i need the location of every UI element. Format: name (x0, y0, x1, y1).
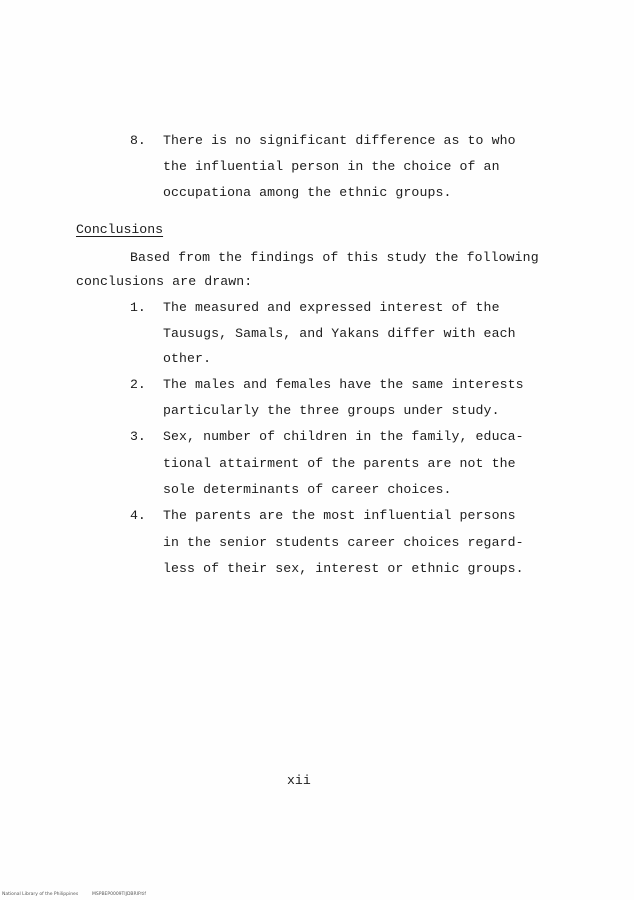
conclusion-1-number: 1. (130, 300, 146, 315)
conclusion-1-line-2: Tausugs, Samals, and Yakans differ with each (163, 326, 516, 341)
item-8-line-3: occupationa among the ethnic groups. (163, 185, 452, 200)
conclusions-intro-line-1: Based from the findings of this study the following (130, 250, 539, 265)
item-8-line-1: There is no significant difference as to who (163, 133, 516, 148)
conclusion-2-line-2: particularly the three groups under study. (163, 403, 500, 418)
conclusion-3-number: 3. (130, 429, 146, 444)
conclusion-4-number: 4. (130, 508, 146, 523)
page-number: xii (287, 773, 311, 788)
conclusion-3-line-2: tional attairment of the parents are not the (163, 456, 516, 471)
footer-file-id: MSPBEP0009TIJDBRIP.tif (92, 892, 146, 897)
conclusion-1-line-1: The measured and expressed interest of the (163, 300, 500, 315)
item-8-number: 8. (130, 133, 146, 148)
footer-library-name: National Library of the Philippines (2, 892, 79, 897)
conclusion-3-line-3: sole determinants of career choices. (163, 482, 452, 497)
conclusion-2-number: 2. (130, 377, 146, 392)
item-8-line-2: the influential person in the choice of an (163, 159, 500, 174)
conclusion-4-line-1: The parents are the most influential persons (163, 508, 516, 523)
conclusions-intro-line-2: conclusions are drawn: (76, 274, 253, 289)
conclusion-1-line-3: other. (163, 351, 212, 366)
conclusion-2-line-1: The males and females have the same interests (163, 377, 524, 392)
conclusion-3-line-1: Sex, number of children in the family, educa- (163, 429, 524, 444)
conclusion-4-line-2: in the senior students career choices regard- (163, 535, 524, 550)
conclusion-4-line-3: less of their sex, interest or ethnic groups. (163, 561, 524, 576)
conclusions-heading: Conclusions (76, 222, 164, 237)
